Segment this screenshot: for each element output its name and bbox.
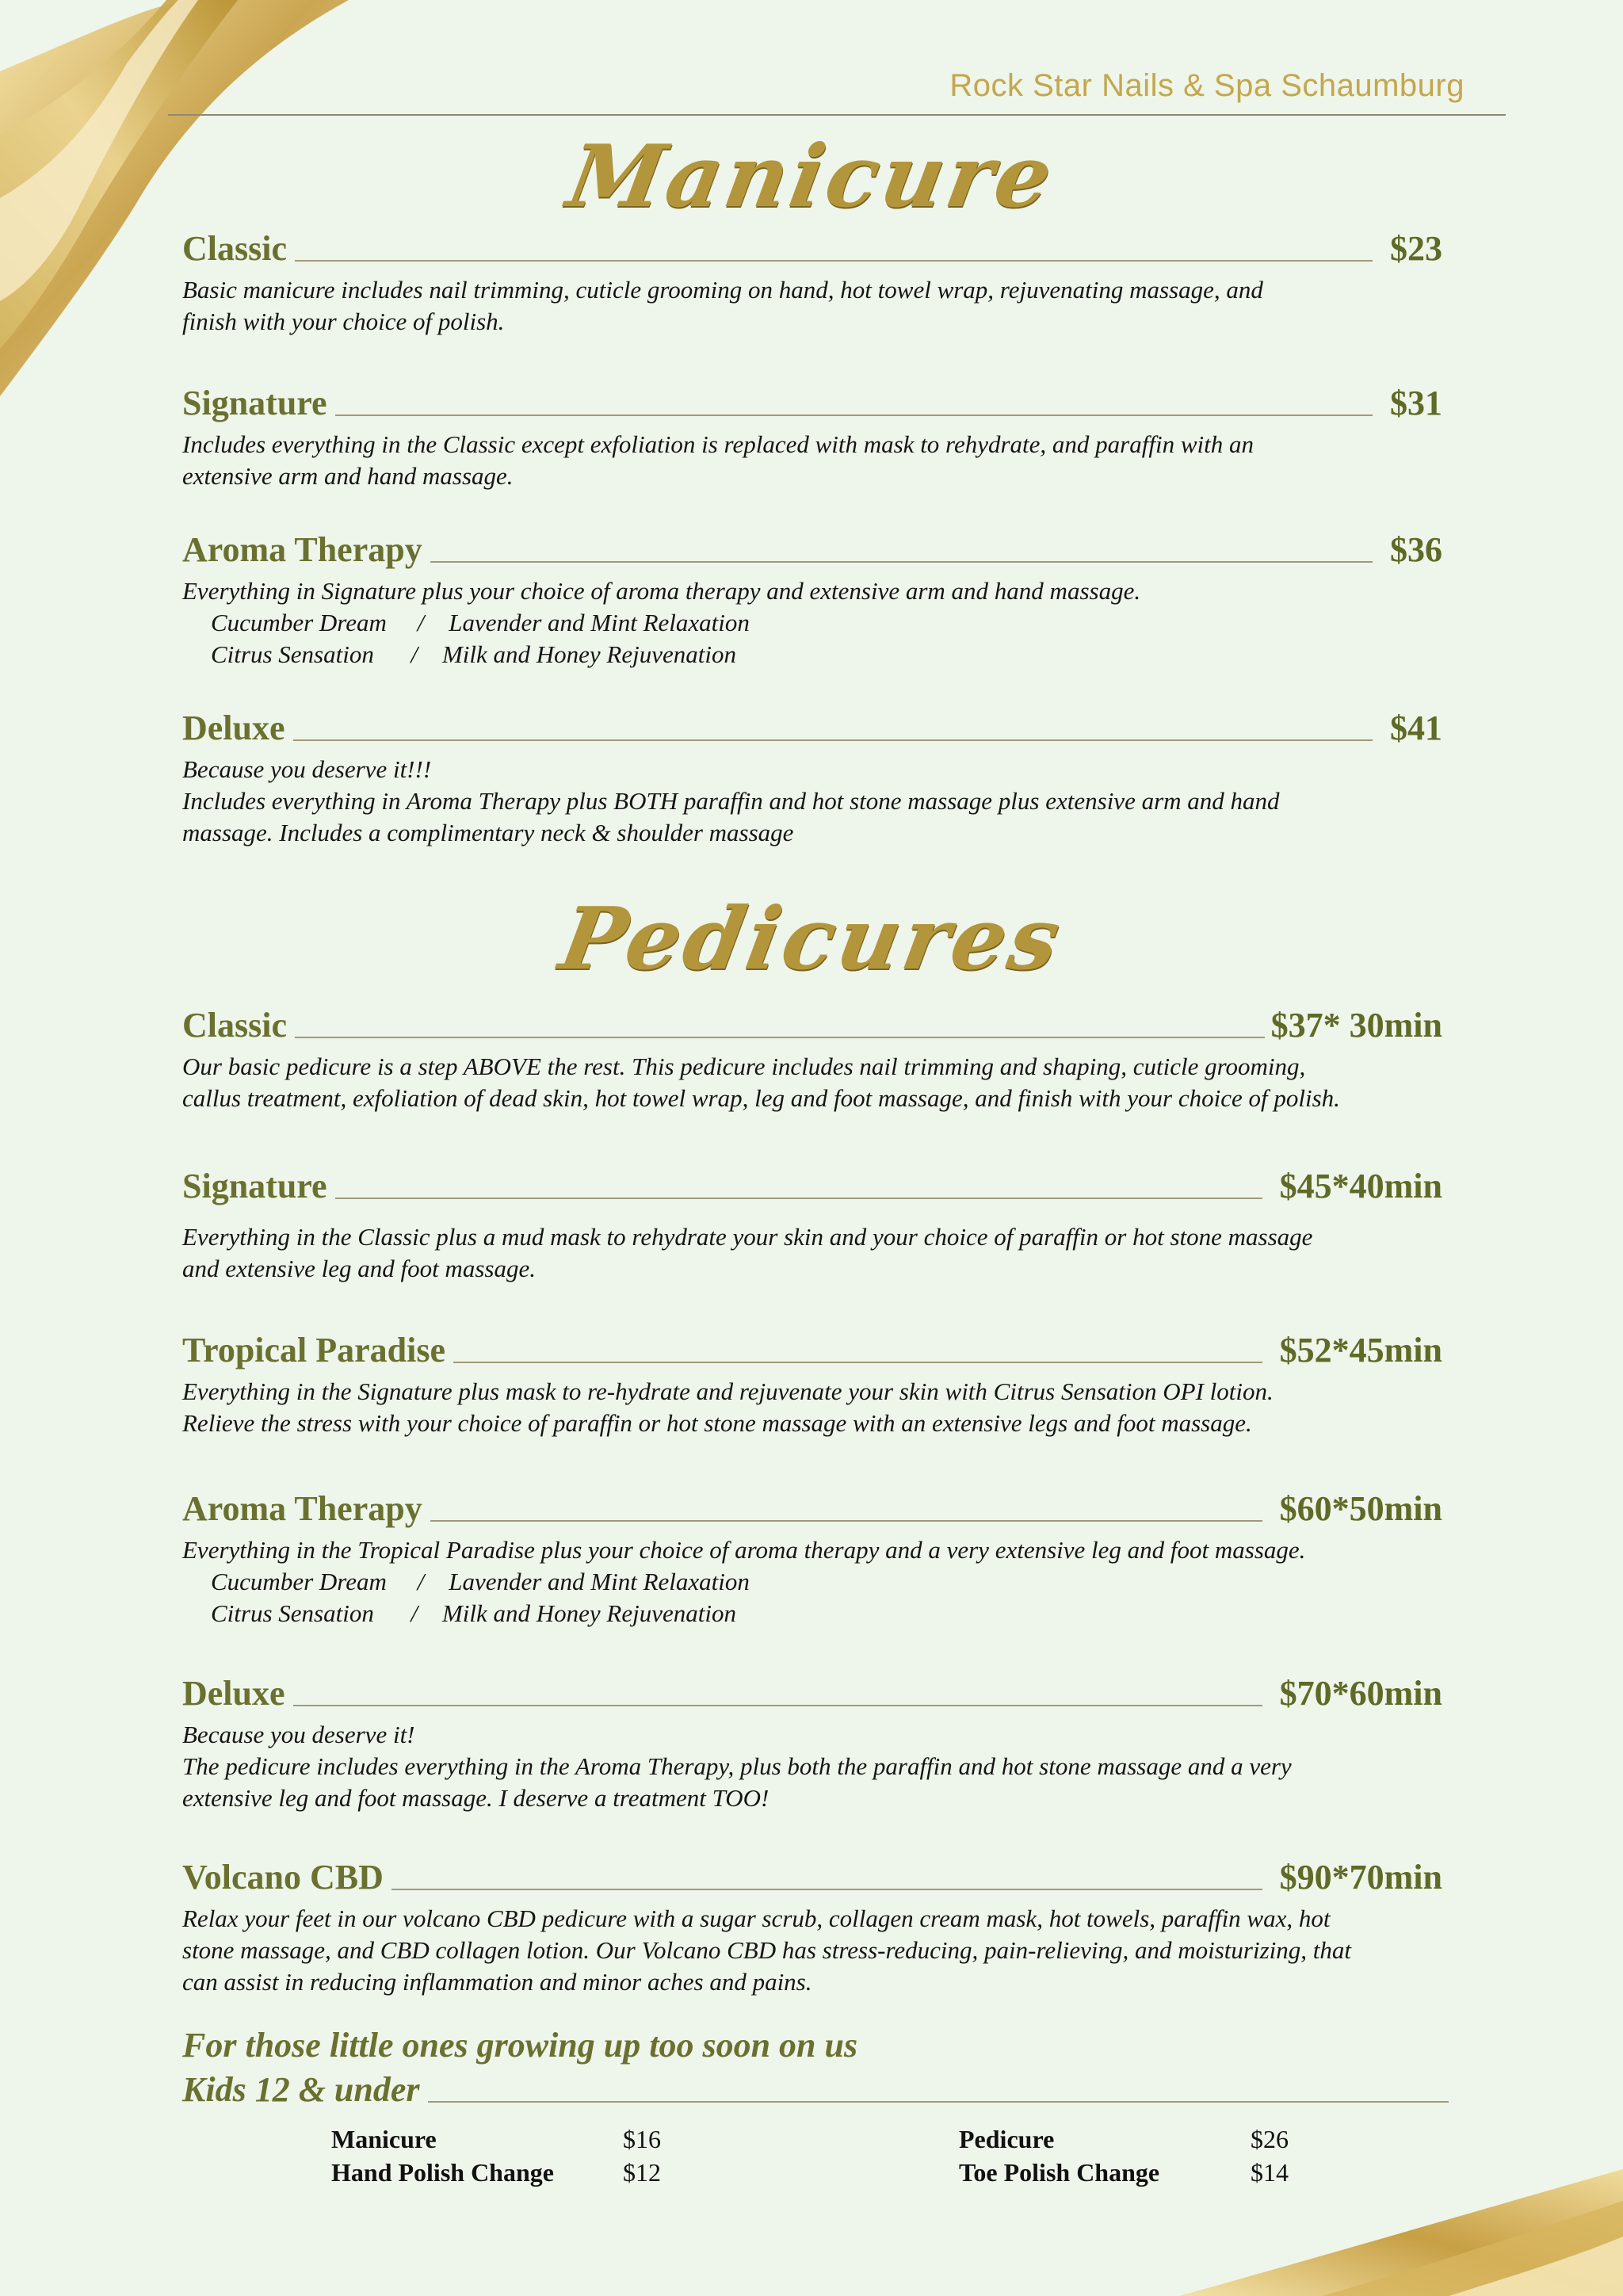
item-name: Deluxe (182, 1674, 285, 1713)
menu-item (182, 1482, 1442, 1629)
header-brand: Rock Star Nails & Spa Schaumburg (949, 68, 1465, 103)
item-name: Tropical Paradise (182, 1331, 446, 1370)
leader-line (295, 1037, 1265, 1038)
kids-service-price: $12 (623, 2158, 661, 2187)
desc-line: Relieve the stress with your choice of paraffin or hot stone massage with an extensive legs and foot massage. (182, 1409, 1252, 1437)
menu-item (182, 999, 1442, 1114)
leader-line (295, 260, 1373, 262)
desc-line: Our basic pedicure is a step ABOVE the rest. This pedicure includes nail trimming and shaping, cuticle grooming, (182, 1052, 1306, 1080)
item-name: Signature (182, 384, 327, 422)
menu-item (182, 376, 1442, 492)
menu-item (182, 701, 1442, 849)
leader-line (293, 1705, 1262, 1706)
leader-line (453, 1362, 1262, 1363)
desc-line: massage. Includes a complimentary neck & shoulder massage (182, 819, 794, 846)
leader-line (430, 561, 1373, 563)
menu-item (182, 1667, 1442, 1814)
item-price: $60*50min (1279, 1489, 1442, 1528)
item-description (182, 1051, 1442, 1114)
item-description (182, 429, 1442, 492)
kids-service-name: Manicure (331, 2125, 437, 2153)
item-description (182, 1221, 1442, 1285)
kids-heading (182, 2063, 1449, 2107)
desc-line: Includes everything in the Classic except exfoliation is replaced with mask to rehydrate, and paraffin with an (182, 430, 1254, 458)
desc-line: Everything in the Classic plus a mud mask to rehydrate your skin and your choice of paraffin or hot stone massage (182, 1223, 1313, 1251)
desc-line: extensive arm and hand massage. (182, 462, 514, 490)
leader-line (293, 739, 1373, 741)
kids-price-row (331, 2122, 661, 2156)
desc-line: Includes everything in Aroma Therapy plus BOTH paraffin and hot stone massage plus extensive arm and hand (182, 787, 1280, 815)
item-description (182, 1376, 1442, 1439)
item-description (182, 274, 1442, 338)
desc-line: Because you deserve it! (182, 1721, 415, 1748)
item-name: Signature (182, 1167, 327, 1205)
item-price: $37* 30min (1270, 1006, 1442, 1045)
item-price: $23 (1390, 229, 1442, 268)
item-name: Aroma Therapy (182, 1489, 422, 1528)
item-name: Volcano CBD (182, 1858, 384, 1897)
menu-item (182, 222, 1442, 338)
kids-service-name: Toe Polish Change (959, 2158, 1160, 2187)
item-description (182, 754, 1442, 849)
item-description (182, 1534, 1442, 1629)
desc-line: callus treatment, exfoliation of dead skin, hot towel wrap, leg and foot massage, and finish with your choice of polish. (182, 1084, 1340, 1112)
leader-line (335, 415, 1373, 416)
leader-line (428, 2101, 1449, 2103)
desc-line: Relax your feet in our volcano CBD pedicure with a sugar scrub, collagen cream mask, hot towels, paraffin wax, hot (182, 1904, 1331, 1932)
item-name: Classic (182, 229, 287, 268)
header-divider (168, 114, 1506, 116)
desc-line: and extensive leg and foot massage. (182, 1255, 536, 1282)
desc-line: stone massage, and CBD collagen lotion. Our Volcano CBD has stress-reducing, pain-relieving, and moisturizing, that (182, 1936, 1351, 1964)
desc-line: Basic manicure includes nail trimming, cuticle grooming on hand, hot towel wrap, rejuvenating massage, and (182, 276, 1263, 304)
section-title-manicure: Manicure (560, 127, 1063, 227)
menu-item (182, 1159, 1442, 1285)
section-title-pedicures: Pedicures (552, 889, 1071, 989)
desc-line: finish with your choice of polish. (182, 308, 505, 335)
item-price: $36 (1390, 530, 1442, 569)
item-price: $52*45min (1279, 1331, 1442, 1370)
item-price: $70*60min (1279, 1674, 1442, 1713)
kids-service-price: $16 (623, 2125, 661, 2153)
kids-price-row (959, 2156, 1289, 2189)
kids-price-row (959, 2122, 1289, 2156)
menu-item (182, 523, 1442, 670)
desc-line: Because you deserve it!!! (182, 755, 432, 783)
menu-item (182, 1324, 1442, 1439)
item-description (182, 575, 1442, 670)
leader-line (335, 1198, 1262, 1199)
kids-price-list-left (331, 2122, 661, 2189)
option-line: Citrus Sensation / Milk and Honey Rejuvenation (211, 640, 736, 668)
item-price: $45*40min (1279, 1167, 1442, 1205)
item-name: Aroma Therapy (182, 530, 422, 569)
item-name: Classic (182, 1006, 287, 1045)
item-price: $31 (1390, 384, 1442, 422)
desc-line: Everything in the Tropical Paradise plus your choice of aroma therapy and a very extensive leg and foot massage. (182, 1536, 1306, 1564)
desc-line: can assist in reducing inflammation and minor aches and pains. (182, 1968, 812, 1996)
desc-line: The pedicure includes everything in the Aroma Therapy, plus both the paraffin and hot stone massage and a very (182, 1752, 1292, 1780)
item-name: Deluxe (182, 709, 285, 747)
option-line: Cucumber Dream / Lavender and Mint Relaxation (211, 609, 750, 636)
kids-service-name: Pedicure (959, 2125, 1055, 2153)
kids-price-row (331, 2156, 661, 2189)
item-description (182, 1719, 1442, 1814)
desc-line: extensive leg and foot massage. I deserve a treatment TOO! (182, 1784, 769, 1812)
desc-line: Everything in the Signature plus mask to re-hydrate and rejuvenate your skin with Citrus Sensation OPI lotion. (182, 1377, 1274, 1405)
kids-service-price: $14 (1251, 2158, 1289, 2187)
kids-service-price: $26 (1251, 2125, 1289, 2153)
item-description (182, 1903, 1442, 1998)
kids-heading-label: Kids 12 & under (182, 2070, 420, 2109)
option-line: Citrus Sensation / Milk and Honey Rejuvenation (211, 1599, 736, 1627)
leader-line (430, 1520, 1262, 1522)
leader-line (391, 1889, 1262, 1890)
option-line: Cucumber Dream / Lavender and Mint Relaxation (211, 1568, 750, 1595)
item-price: $90*70min (1279, 1858, 1442, 1897)
kids-service-name: Hand Polish Change (331, 2158, 554, 2187)
menu-item (182, 1851, 1442, 1998)
kids-tagline: For those little ones growing up too soon on us (182, 2026, 858, 2065)
item-price: $41 (1390, 709, 1442, 747)
kids-price-list-right (959, 2122, 1289, 2189)
desc-line: Everything in Signature plus your choice of aroma therapy and extensive arm and hand massage. (182, 577, 1141, 605)
